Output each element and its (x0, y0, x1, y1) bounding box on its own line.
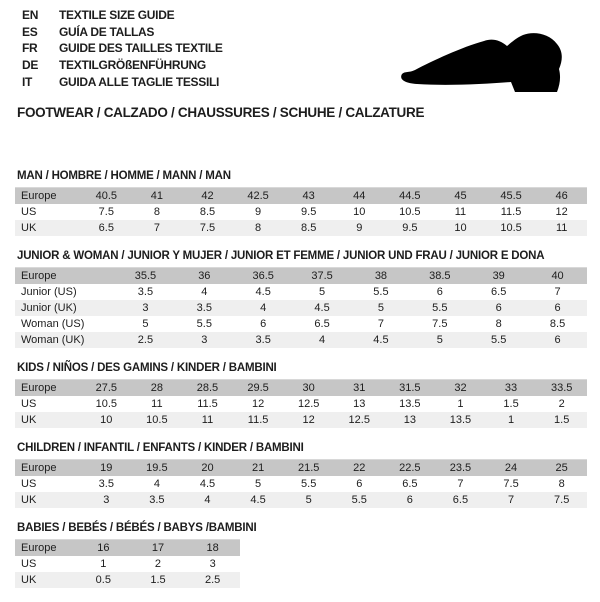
size-cell: 19 (100, 462, 113, 474)
size-cell: 8 (255, 222, 262, 234)
size-cell: 5 (436, 334, 443, 346)
size-cell: 13.5 (449, 414, 472, 426)
size-cell: 5 (255, 478, 262, 490)
language-item-fr (22, 40, 223, 57)
dress-shoe-icon (396, 29, 574, 95)
table-row (15, 188, 587, 205)
size-cell: 24 (504, 462, 518, 474)
size-cell: 35.5 (134, 270, 157, 282)
size-cell: 38 (374, 270, 388, 282)
row-label: US (21, 558, 37, 570)
size-cell: 4 (260, 302, 267, 314)
size-table-section (15, 170, 587, 236)
size-cell: 17 (151, 542, 165, 554)
size-cell: 5.5 (351, 494, 367, 506)
size-cell: 12.5 (297, 398, 320, 410)
size-cell: 10.5 (95, 398, 117, 410)
size-cell: 5 (377, 302, 384, 314)
language-title: GUIDA ALLE TAGLIE TESSILI (59, 74, 220, 89)
size-cell: 4 (319, 334, 326, 346)
size-cell: 6 (495, 302, 502, 314)
size-cell: 7 (457, 478, 464, 490)
size-cell: 40 (551, 270, 564, 282)
size-cell: 4 (204, 494, 211, 506)
size-cell: 1 (457, 398, 464, 410)
row-label: US (21, 478, 37, 490)
table-row (15, 540, 240, 557)
size-cell: 4.5 (250, 494, 266, 506)
size-cell: 10.5 (146, 414, 168, 426)
size-cell: 29.5 (247, 382, 269, 394)
row-label: Woman (US) (21, 318, 85, 330)
row-label: Europe (21, 382, 57, 394)
size-cell: 13 (403, 414, 416, 426)
size-cell: 31.5 (399, 382, 421, 394)
size-cell: 5 (319, 286, 326, 298)
row-label: Europe (21, 190, 57, 202)
size-cell: 5.5 (373, 286, 389, 298)
size-cell: 9.5 (301, 206, 317, 218)
size-cell: 13.5 (399, 398, 421, 410)
table-row (15, 380, 587, 397)
size-cell: 11 (201, 414, 214, 426)
size-cell: 9 (255, 206, 262, 218)
size-table-title: CHILDREN / INFANTIL / ENFANTS / KINDER / BAMBINI (17, 442, 304, 454)
size-cell: 21 (251, 462, 265, 474)
size-cell: 10 (454, 222, 467, 234)
size-table-title: MAN / HOMBRE / HOMME / MANN / MAN (17, 170, 231, 182)
row-label: UK (21, 222, 37, 234)
size-cell: 28.5 (196, 382, 219, 394)
language-code: DE (22, 58, 39, 73)
size-cell: 8.5 (549, 318, 566, 330)
size-cell: 8 (153, 206, 160, 218)
size-cell: 11 (454, 206, 467, 218)
row-label: Woman (UK) (21, 334, 85, 346)
size-table (15, 539, 240, 588)
size-cell: 12 (302, 414, 315, 426)
table-row (15, 204, 587, 220)
row-label: Europe (21, 542, 57, 554)
size-cell: 33 (504, 382, 518, 394)
language-item-de (22, 57, 223, 74)
size-cell: 25 (555, 462, 568, 474)
language-list (22, 7, 223, 90)
size-cell: 20 (201, 462, 214, 474)
size-cell: 1.5 (554, 414, 570, 426)
size-cell: 33.5 (550, 382, 573, 394)
size-cell: 36 (198, 270, 211, 282)
size-cell: 43 (302, 190, 315, 202)
language-code: EN (22, 8, 39, 23)
size-cell: 4.5 (255, 286, 271, 298)
size-cell: 3 (209, 558, 216, 570)
size-table-title: JUNIOR & WOMAN / JUNIOR Y MUJER / JUNIOR ET FEMME / JUNIOR UND FRAU / JUNIOR E DONA (17, 250, 545, 262)
size-cell: 8 (558, 478, 565, 490)
size-cell: 5.5 (432, 302, 448, 314)
size-cell: 6.5 (452, 494, 469, 506)
table-row (15, 284, 587, 300)
size-cell: 46 (555, 190, 568, 202)
size-table-section (15, 442, 587, 508)
size-cell: 2 (154, 558, 162, 570)
size-cell: 4.5 (199, 478, 216, 490)
size-cell: 5.5 (301, 478, 317, 490)
row-label: Europe (21, 270, 57, 282)
size-table-section (15, 362, 587, 428)
size-cell: 2 (558, 398, 565, 410)
size-cell: 6.5 (491, 286, 507, 298)
size-cell: 3 (142, 302, 149, 314)
table-row (15, 572, 240, 588)
size-cell: 7.5 (554, 494, 570, 506)
size-cell: 1 (507, 414, 515, 426)
language-title: TEXTILGRÖßENFÜHRUNG (59, 58, 206, 73)
size-cell: 27.5 (95, 382, 117, 394)
row-label: UK (21, 574, 37, 586)
size-cell: 45.5 (500, 190, 522, 202)
size-cell: 7.5 (199, 222, 216, 234)
size-cell: 22.5 (399, 462, 421, 474)
size-cell: 4 (201, 286, 208, 298)
size-table (15, 187, 587, 236)
size-cell: 6.5 (402, 478, 418, 490)
size-cell: 0.5 (95, 574, 111, 586)
size-table (15, 459, 587, 508)
language-title: GUÍA DE TALLAS (59, 24, 155, 39)
size-cell: 3.5 (149, 494, 165, 506)
size-cell: 7 (554, 286, 561, 298)
size-cell: 7.5 (98, 206, 114, 218)
table-row (15, 460, 587, 477)
size-cell: 23.5 (449, 462, 472, 474)
size-cell: 11.5 (500, 206, 522, 218)
size-table (15, 379, 587, 428)
table-row (15, 300, 587, 316)
size-cell: 12 (555, 206, 568, 218)
size-cell: 8.5 (199, 206, 216, 218)
size-cell: 7.5 (503, 478, 519, 490)
size-table-title: KIDS / NIÑOS / DES GAMINS / KINDER / BAMBINI (17, 362, 277, 374)
size-cell: 7 (507, 494, 515, 506)
table-row (15, 396, 587, 412)
size-table-section (15, 522, 587, 588)
language-title: TEXTILE SIZE GUIDE (59, 8, 175, 23)
size-table-title: BABIES / BEBÉS / BÉBÉS / BABYS /BAMBINI (17, 522, 257, 534)
size-cell: 2.5 (137, 334, 154, 346)
size-cell: 6 (436, 286, 443, 298)
table-row (15, 412, 587, 428)
size-cell: 2.5 (205, 574, 221, 586)
size-cell: 30 (302, 382, 315, 394)
size-cell: 37.5 (311, 270, 333, 282)
language-title: GUIDE DES TAILLES TEXTILE (59, 41, 223, 56)
size-cell: 11.5 (247, 414, 269, 426)
size-cell: 41 (150, 190, 164, 202)
size-cell: 5.5 (196, 318, 212, 330)
row-label: Junior (UK) (21, 302, 77, 314)
category-heading: FOOTWEAR / CALZADO / CHAUSSURES / SCHUHE / CALZATURE (17, 105, 425, 120)
size-cell: 6.5 (98, 222, 114, 234)
size-cell: 13 (353, 398, 366, 410)
size-cell: 7 (377, 318, 384, 330)
table-row (15, 492, 587, 508)
size-cell: 9.5 (402, 222, 418, 234)
size-cell: 4.5 (314, 302, 330, 314)
size-cell: 44.5 (399, 190, 421, 202)
size-table-section (15, 250, 587, 348)
table-row (15, 316, 587, 332)
size-cell: 11 (555, 222, 568, 234)
size-cell: 40.5 (95, 190, 117, 202)
size-cell: 42 (201, 190, 214, 202)
size-cell: 16 (97, 542, 110, 554)
language-code: IT (22, 74, 33, 89)
size-cell: 36.5 (252, 270, 274, 282)
size-table (15, 267, 587, 348)
size-cell: 3 (103, 494, 110, 506)
language-code: ES (22, 24, 38, 39)
row-label: UK (21, 414, 37, 426)
row-label: Europe (21, 462, 57, 474)
language-code: FR (22, 41, 38, 56)
size-cell: 4 (153, 478, 160, 490)
size-cell: 1.5 (150, 574, 166, 586)
size-cell: 21.5 (297, 462, 320, 474)
size-cell: 3.5 (255, 334, 271, 346)
size-cell: 4.5 (373, 334, 389, 346)
size-cell: 38.5 (429, 270, 451, 282)
table-row (15, 476, 587, 492)
size-cell: 6 (554, 334, 561, 346)
size-cell: 10.5 (399, 206, 421, 218)
row-label: US (21, 206, 37, 218)
language-item-en (22, 7, 223, 24)
size-cell: 12 (251, 398, 265, 410)
size-cell: 10.5 (500, 222, 522, 234)
row-label: US (21, 398, 37, 410)
size-cell: 8 (495, 318, 502, 330)
size-cell: 9 (356, 222, 363, 234)
size-cell: 6 (406, 494, 413, 506)
size-cell: 19.5 (146, 462, 168, 474)
size-cell: 8.5 (301, 222, 317, 234)
table-row (15, 332, 587, 348)
size-cell: 1.5 (503, 398, 519, 410)
size-cell: 32 (454, 382, 467, 394)
size-cell: 7 (153, 222, 160, 234)
size-cell: 6 (260, 318, 267, 330)
size-cell: 6 (356, 478, 363, 490)
size-tables (15, 170, 587, 602)
size-cell: 5.5 (491, 334, 507, 346)
size-cell: 11.5 (197, 398, 218, 410)
size-cell: 11 (151, 398, 163, 410)
table-row (15, 556, 240, 572)
size-cell: 39 (492, 270, 505, 282)
size-cell: 10 (353, 206, 366, 218)
size-cell: 1 (100, 558, 107, 570)
size-cell: 6 (554, 302, 561, 314)
size-cell: 42.5 (247, 190, 269, 202)
table-row (15, 220, 587, 236)
size-cell: 10 (100, 414, 113, 426)
size-cell: 5 (142, 318, 149, 330)
size-cell: 31 (353, 382, 366, 394)
size-cell: 45 (454, 190, 467, 202)
size-cell: 3.5 (98, 478, 114, 490)
size-cell: 6.5 (314, 318, 330, 330)
size-cell: 3.5 (196, 302, 212, 314)
row-label: Junior (US) (21, 286, 77, 298)
size-cell: 22 (353, 462, 366, 474)
row-label: UK (21, 494, 37, 506)
size-cell: 28 (150, 382, 164, 394)
size-cell: 44 (353, 190, 366, 202)
size-cell: 3.5 (137, 286, 154, 298)
size-cell: 7.5 (432, 318, 448, 330)
language-item-es (22, 24, 223, 41)
size-cell: 12.5 (348, 414, 370, 426)
size-cell: 3 (201, 334, 208, 346)
language-item-it (22, 73, 223, 90)
size-cell: 18 (206, 542, 219, 554)
size-cell: 5 (305, 494, 312, 506)
table-row (15, 268, 587, 285)
